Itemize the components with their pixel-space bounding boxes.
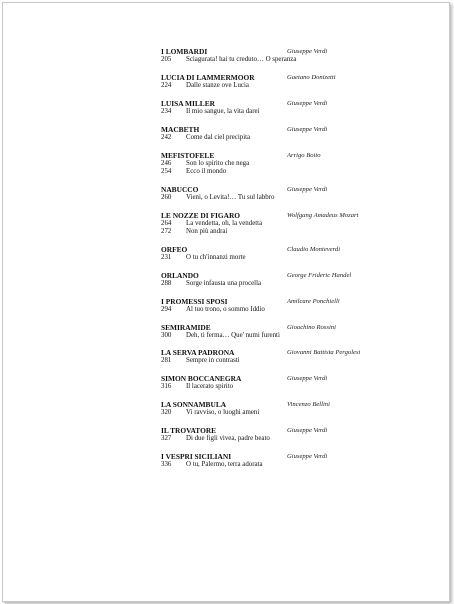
aria-title: Son lo spirito che nega (186, 159, 250, 167)
aria-row (161, 357, 371, 365)
index-entry (161, 323, 371, 340)
entry-header (161, 47, 371, 56)
aria-title: Sorge infausta una procella (186, 279, 262, 287)
aria-title: Sciagurata! hai tu creduto… O speranza (186, 56, 297, 63)
page-number: 246 (161, 159, 172, 167)
page-number: 205 (161, 56, 172, 63)
entry-header (161, 271, 371, 280)
opera-title: MACBETH (161, 124, 200, 134)
aria-title: Di due figli vivea, padre beato (186, 435, 270, 443)
entry-header (161, 323, 371, 332)
index-entry (161, 426, 371, 443)
page-number: 264 (161, 219, 172, 227)
aria-row (161, 56, 371, 64)
opera-title: I PROMESSI SPOSI (161, 296, 228, 306)
document-page (2, 2, 450, 602)
aria-title: O tu, Palermo, terra adorata (186, 460, 263, 468)
composer-name: Giuseppe Verdi (287, 185, 328, 193)
aria-row (161, 383, 371, 391)
index-entry (161, 400, 371, 417)
composer-name: Claudio Monteverdi (287, 245, 341, 253)
aria-row (161, 220, 371, 228)
composer-name: Giuseppe Verdi (287, 427, 328, 435)
index-entry (161, 245, 371, 262)
opera-title: SIMON BOCCANEGRA (161, 374, 242, 384)
page-number: 272 (161, 227, 172, 235)
index-entry (161, 47, 371, 64)
page-number: 242 (161, 133, 172, 141)
page-number: 224 (161, 81, 172, 89)
aria-title: Il mio sangue, la vita darei (186, 107, 260, 115)
opera-title: LE NOZZE DI FIGARO (161, 210, 241, 220)
aria-title: Il lacerato spirito (186, 383, 234, 391)
composer-name: Amilcare Ponchielli (287, 297, 340, 305)
aria-row (161, 461, 371, 469)
aria-title: Vi ravviso, o luoghi ameni (186, 409, 260, 417)
composer-name: Arrigo Boito (287, 151, 321, 159)
aria-title: Sempre in contrasti (186, 357, 240, 365)
aria-title: La vendetta, oh, la vendetta (186, 219, 263, 227)
entry-header (161, 374, 371, 383)
opera-title: I LOMBARDI (161, 47, 208, 56)
page-number: 327 (161, 435, 172, 443)
page-number: 260 (161, 193, 172, 201)
opera-title: ORLANDO (161, 270, 199, 280)
page-number: 231 (161, 253, 172, 261)
entry-header (161, 99, 371, 108)
index-entry (161, 374, 371, 391)
entry-header (161, 426, 371, 435)
entry-header (161, 348, 371, 357)
composer-name: Giuseppe Verdi (287, 48, 328, 55)
page-number: 320 (161, 409, 172, 417)
composer-name: Vincenzo Bellini (287, 401, 330, 409)
composer-name: Giuseppe Verdi (287, 452, 328, 460)
entry-header (161, 452, 371, 461)
composer-name: Giovanni Battista Pergolesi (287, 349, 361, 357)
index-entry (161, 73, 371, 90)
page-number: 316 (161, 383, 172, 391)
aria-title: Come dal ciel precipita (186, 133, 251, 141)
page-number: 294 (161, 305, 172, 313)
aria-title: Non più andrai (186, 227, 228, 235)
opera-title: LA SERVA PADRONA (161, 348, 235, 358)
index-entry (161, 452, 371, 469)
composer-name: Gaetano Donizetti (287, 73, 336, 81)
aria-title: Dalle stanze ove Lucia (186, 81, 249, 89)
aria-index-list (161, 47, 371, 478)
aria-title: Al tuo trono, o sommo Iddio (186, 305, 265, 313)
aria-row (161, 332, 371, 340)
opera-title: IL TROVATORE (161, 426, 217, 436)
composer-name: Giuseppe Verdi (287, 375, 328, 383)
opera-title: LUISA MILLER (161, 98, 216, 108)
entry-header (161, 151, 371, 160)
aria-title: O tu ch'innanzi morte (186, 253, 246, 261)
entry-header (161, 297, 371, 306)
opera-title: LA SONNAMBULA (161, 400, 227, 410)
entry-header (161, 245, 371, 254)
opera-title: ORFEO (161, 244, 188, 254)
aria-row (161, 306, 371, 314)
composer-name: George Frideric Handel (287, 271, 352, 279)
composer-name: Wolfgang Amadeus Mozart (287, 211, 359, 219)
index-entry (161, 348, 371, 365)
entry-header (161, 400, 371, 409)
opera-title: SEMIRAMIDE (161, 322, 211, 332)
composer-name: Giuseppe Verdi (287, 125, 328, 133)
aria-row (161, 108, 371, 116)
index-entry (161, 185, 371, 202)
aria-row (161, 134, 371, 142)
aria-title: Vieni, o Levita!… Tu sul labbro (186, 193, 275, 201)
aria-row (161, 435, 371, 443)
entry-header (161, 211, 371, 220)
aria-row (161, 194, 371, 202)
entry-header (161, 73, 371, 82)
index-entry (161, 125, 371, 142)
page-number: 281 (161, 357, 172, 365)
aria-row (161, 409, 371, 417)
aria-title: Ecco il mondo (186, 167, 227, 175)
entry-header (161, 125, 371, 134)
page-number: 300 (161, 331, 172, 339)
aria-title: Deh, ti ferma… Que' numi furenti (186, 331, 280, 339)
page-number: 288 (161, 279, 172, 287)
opera-title: MEFISTOFELE (161, 150, 215, 160)
aria-row (161, 228, 371, 236)
page-number: 336 (161, 460, 172, 468)
aria-row (161, 82, 371, 90)
entry-header (161, 185, 371, 194)
index-entry (161, 271, 371, 288)
index-entry (161, 151, 371, 177)
opera-title: LUCIA DI LAMMERMOOR (161, 72, 255, 82)
aria-row (161, 280, 371, 288)
aria-row (161, 168, 371, 176)
index-entry (161, 297, 371, 314)
aria-row (161, 254, 371, 262)
page-number: 234 (161, 107, 172, 115)
page-number: 254 (161, 167, 172, 175)
index-entry (161, 211, 371, 237)
opera-title: NABUCCO (161, 184, 199, 194)
aria-row (161, 160, 371, 168)
index-entry (161, 99, 371, 116)
composer-name: Gioachino Rossini (287, 323, 336, 331)
composer-name: Giuseppe Verdi (287, 99, 328, 107)
opera-title: I VESPRI SICILIANI (161, 451, 232, 461)
